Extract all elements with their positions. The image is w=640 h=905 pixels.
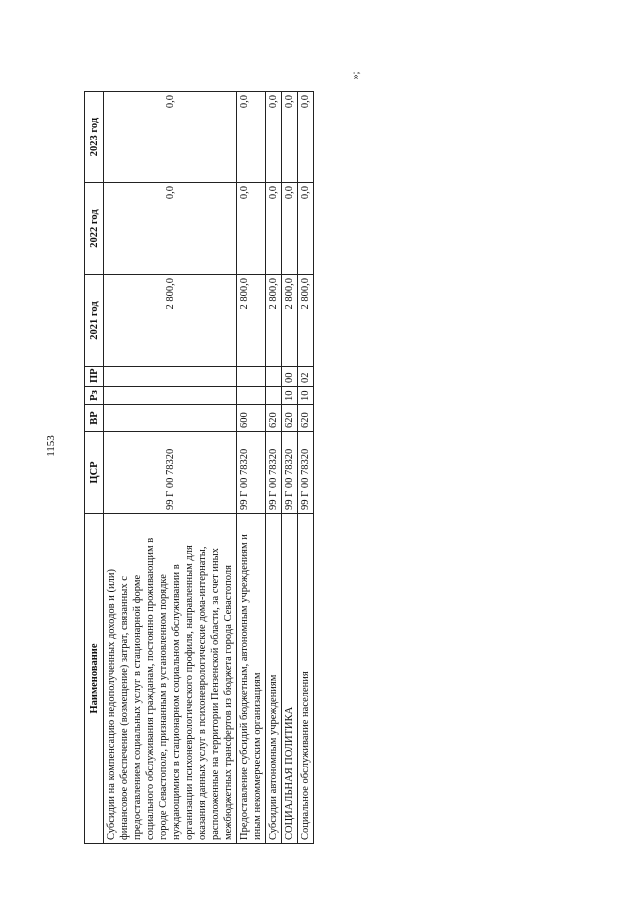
header-name: Наименование xyxy=(85,514,104,844)
cell-2021: 2 800,0 xyxy=(282,275,298,367)
header-vr: ВР xyxy=(85,405,104,432)
cell-2023: 0,0 xyxy=(104,92,237,183)
cell-2021: 2 800,0 xyxy=(298,275,314,367)
cell-pr xyxy=(104,367,237,387)
header-2022: 2022 год xyxy=(85,183,104,275)
cell-2023: 0,0 xyxy=(282,92,298,183)
cell-rz: 10 xyxy=(282,387,298,405)
cell-2023: 0,0 xyxy=(298,92,314,183)
cell-csr: 99 Г 00 78320 xyxy=(298,432,314,514)
cell-pr: 02 xyxy=(298,367,314,387)
cell-rz xyxy=(237,387,266,405)
cell-pr xyxy=(266,367,282,387)
table-row xyxy=(282,92,298,844)
cell-name: Субсидии на компенсацию недополученных доходов и (или) финансовое обеспечение (возмещение) затрат, связанных с предоставлением социальных услуг в стационарной форме социального обслуживания гражданам, постоянно проживающим в городе Севастополе, признанным в установленном порядке нуждающимися в стационарном социальном обслуживании в организации психоневрологического профиля, направленным для оказания данных услуг в психоневрологические дома-интернаты, расположенные на территории Пензенской области, за счет иных межбюджетных трансфертов из бюджета города Севастополя xyxy=(104,514,237,844)
cell-2022: 0,0 xyxy=(298,183,314,275)
cell-pr: 00 xyxy=(282,367,298,387)
cell-2023: 0,0 xyxy=(237,92,266,183)
table-row xyxy=(237,92,266,844)
cell-vr: 620 xyxy=(298,405,314,432)
header-csr: ЦСР xyxy=(85,432,104,514)
page-number-text: 1153 xyxy=(44,435,57,457)
cell-2023: 0,0 xyxy=(266,92,282,183)
cell-pr xyxy=(237,367,266,387)
cell-vr xyxy=(104,405,237,432)
cell-csr: 99 Г 00 78320 xyxy=(266,432,282,514)
cell-csr: 99 Г 00 78320 xyxy=(282,432,298,514)
cell-name: Социальное обслуживание населения xyxy=(298,514,314,844)
cell-name: СОЦИАЛЬНАЯ ПОЛИТИКА xyxy=(282,514,298,844)
table-row xyxy=(298,92,314,844)
cell-vr: 620 xyxy=(266,405,282,432)
cell-2021: 2 800,0 xyxy=(104,275,237,367)
table-row xyxy=(266,92,282,844)
header-2023: 2023 год xyxy=(85,92,104,183)
cell-name: Предоставление субсидий бюджетным, автономным учреждениям и иным некоммерческим организациям xyxy=(237,514,266,844)
cell-2022: 0,0 xyxy=(266,183,282,275)
header-pr: ПР xyxy=(85,367,104,387)
cell-2022: 0,0 xyxy=(282,183,298,275)
cell-2021: 2 800,0 xyxy=(237,275,266,367)
cell-vr: 600 xyxy=(237,405,266,432)
cell-vr: 620 xyxy=(282,405,298,432)
cell-2021: 2 800,0 xyxy=(266,275,282,367)
cell-name: Субсидии автономным учреждениям xyxy=(266,514,282,844)
cell-rz: 10 xyxy=(298,387,314,405)
cell-csr: 99 Г 00 78320 xyxy=(237,432,266,514)
budget-table-rotated xyxy=(84,92,362,844)
table-row xyxy=(104,92,237,844)
header-2021: 2021 год xyxy=(85,275,104,367)
cell-rz xyxy=(104,387,237,405)
cell-2022: 0,0 xyxy=(104,183,237,275)
cell-rz xyxy=(266,387,282,405)
cell-2022: 0,0 xyxy=(237,183,266,275)
header-rz: Рз xyxy=(85,387,104,405)
closing-quote-mark: »; xyxy=(350,71,362,80)
table-header-row xyxy=(85,92,104,844)
budget-table xyxy=(84,91,314,844)
cell-csr: 99 Г 00 78320 xyxy=(104,432,237,514)
